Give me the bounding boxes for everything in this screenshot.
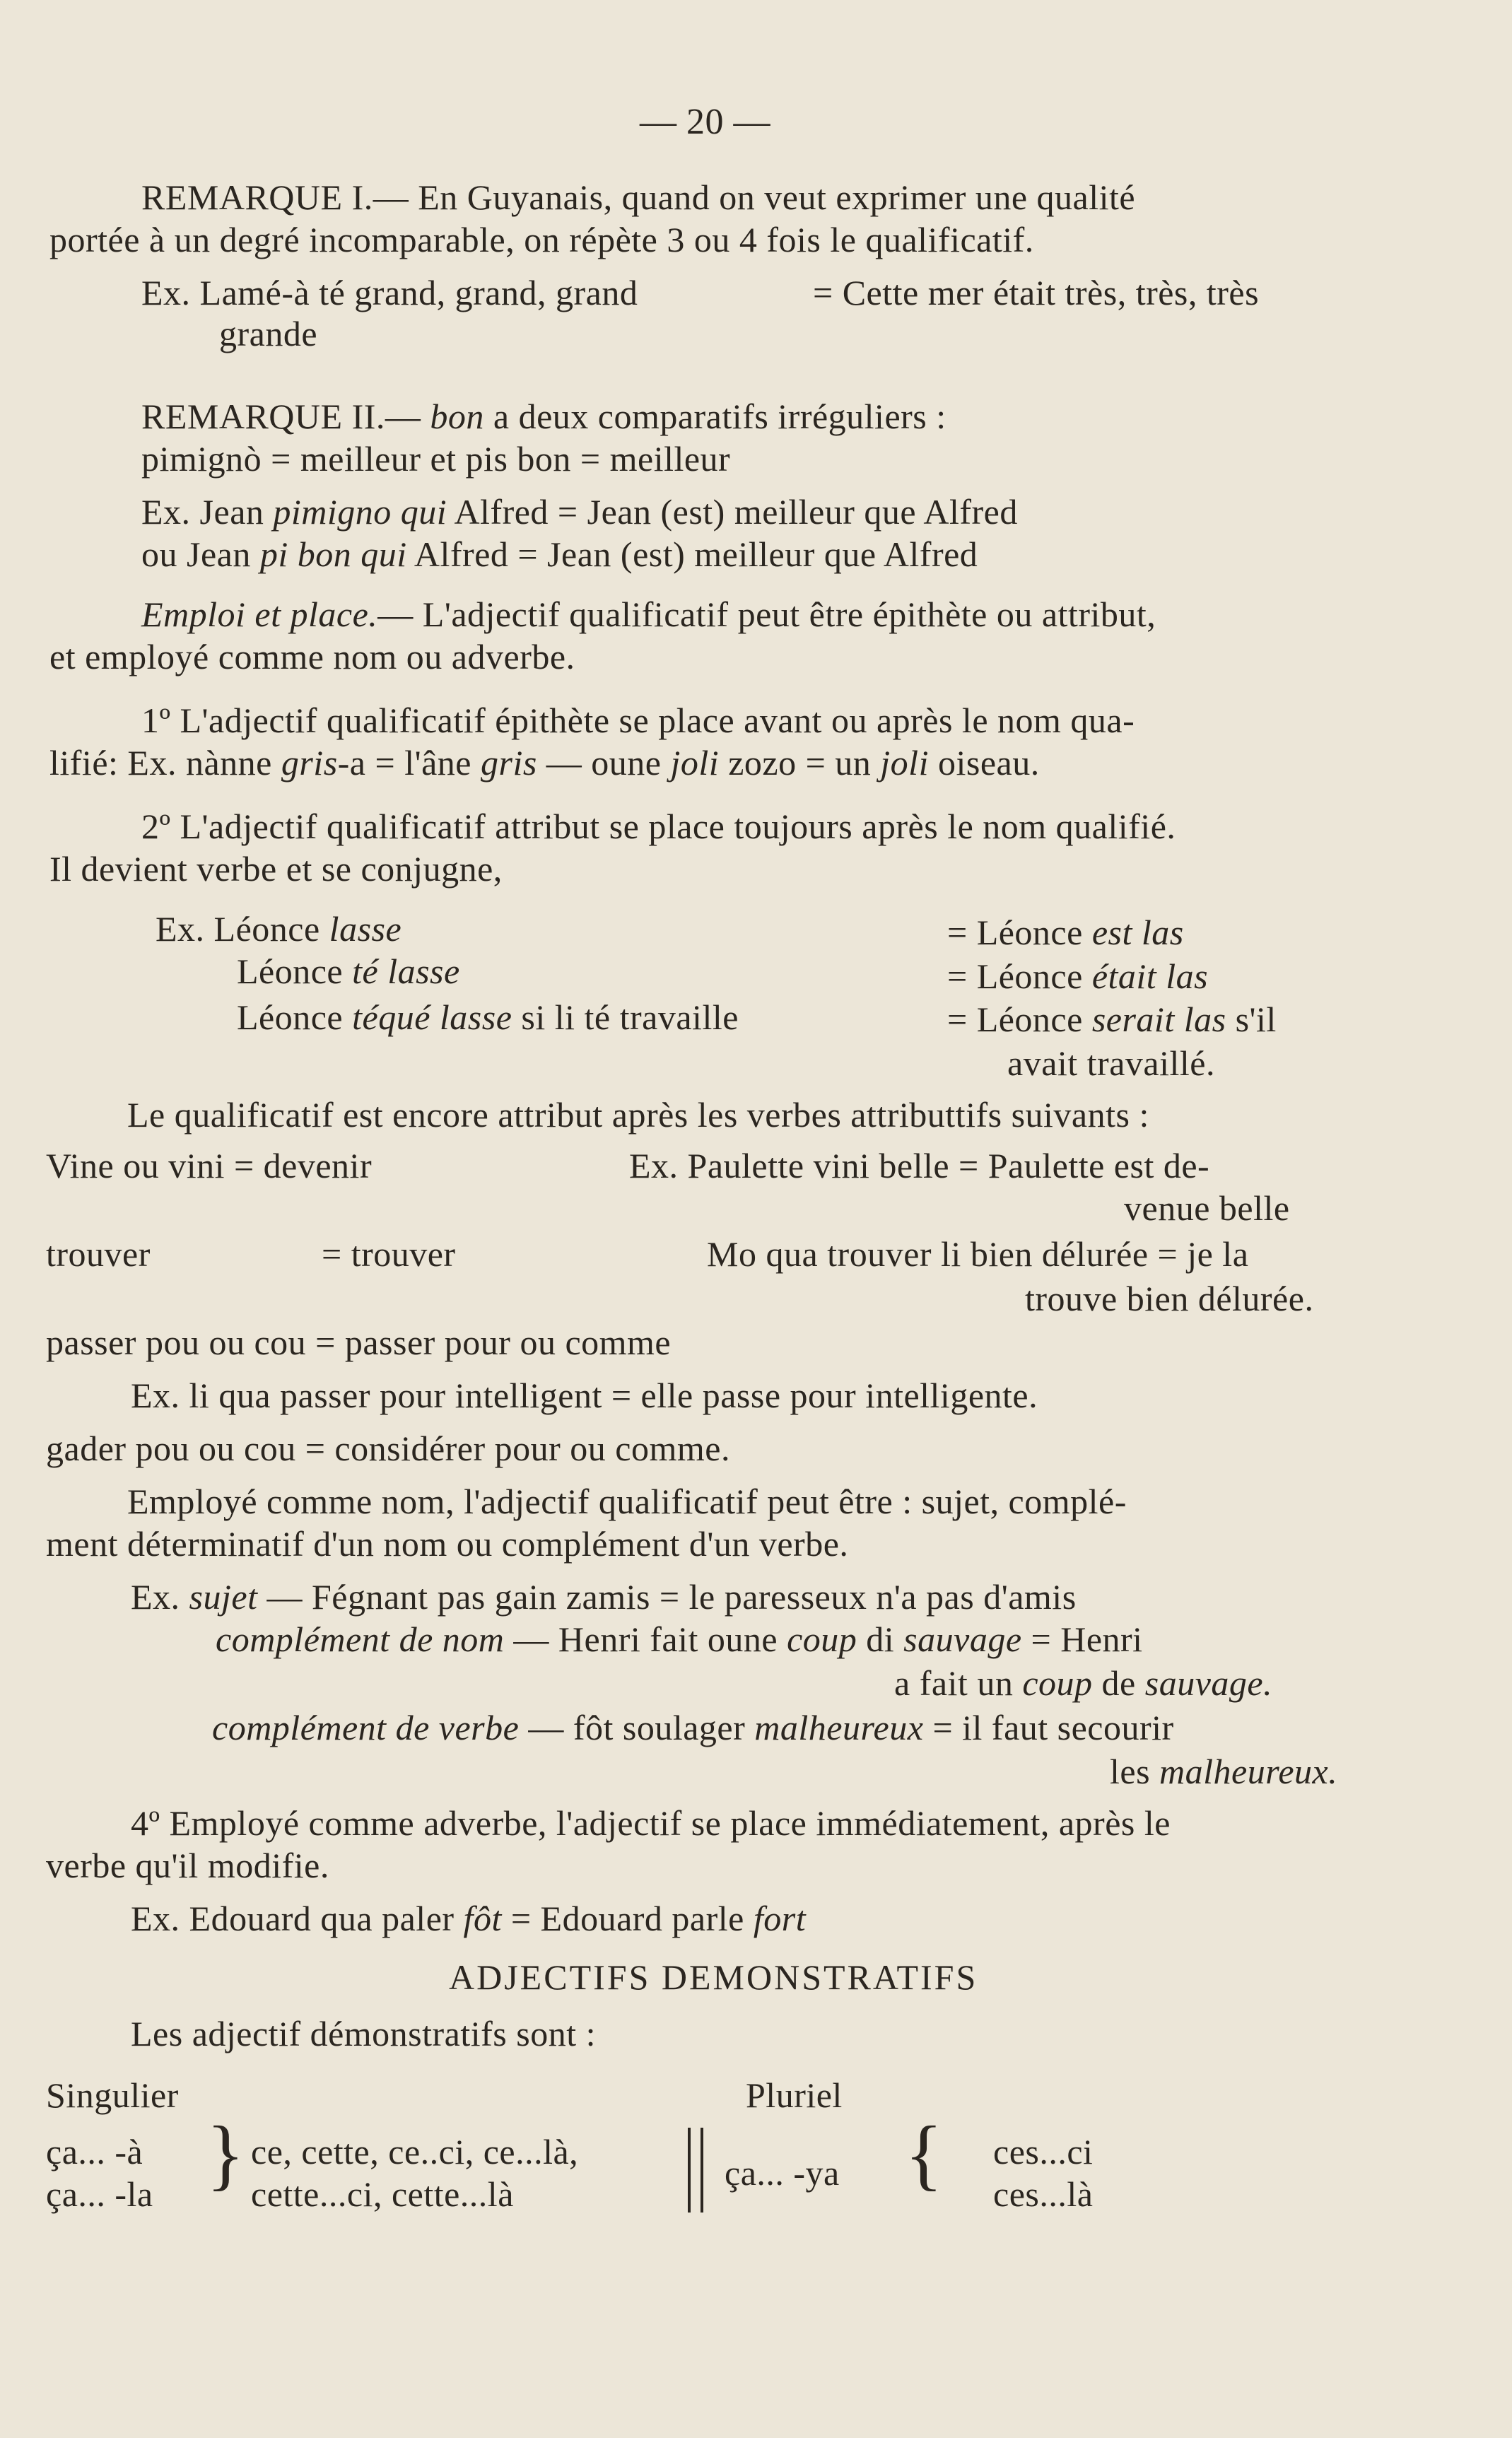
- trouver-word: trouver: [46, 1234, 151, 1274]
- point-2-line-2: Il devient verbe et se conjugne,: [49, 849, 503, 889]
- trouver-example: Mo qua trouver li bien délurée = je la: [707, 1234, 1249, 1274]
- remark-2-line-1: REMARQUE II.— bon a deux comparatifs irréguliers :: [141, 397, 947, 436]
- demonstratives-intro: Les adjectif démonstratifs sont :: [131, 2014, 597, 2053]
- remark-1-example-translation: = Cette mer était très, très, très: [813, 273, 1260, 312]
- point-4-line-2: verbe qu'il modifie.: [46, 1846, 329, 1885]
- vine-example: Ex. Paulette vini belle = Paulette est de-: [629, 1146, 1210, 1185]
- plural-form: ça... -ya: [725, 2153, 840, 2193]
- leonce-row-2: Léonce té lasse: [237, 951, 460, 991]
- point-1-line-1: 1º L'adjectif qualificatif épithète se place avant ou après le nom qua-: [141, 701, 1135, 740]
- emploi-line-1: Emploi et place.— L'adjectif qualificatif peut être épithète ou attribut,: [141, 594, 1156, 634]
- passer-example: Ex. li qua passer pour intelligent = elle passe pour intelligente.: [131, 1376, 1038, 1415]
- leonce-row-3: Léonce téqué lasse si li té travaille: [237, 997, 739, 1037]
- nom-complement-nom: complément de nom — Henri fait oune coup di sauvage = Henri: [216, 1619, 1143, 1659]
- nom-complement-nom-cont: a fait un coup de sauvage.: [894, 1663, 1273, 1703]
- column-divider-left: [688, 2128, 691, 2213]
- point-4-line-1: 4º Employé comme adverbe, l'adjectif se place immédiatement, après le: [131, 1803, 1171, 1843]
- singular-french-1: ce, cette, ce..ci, ce...là,: [251, 2132, 579, 2172]
- emploi-line-2: et employé comme nom ou adverbe.: [49, 637, 575, 676]
- nom-line-2: ment déterminatif d'un nom ou complément d'un verbe.: [46, 1524, 849, 1564]
- leonce-row-1-translation: = Léonce est las: [947, 913, 1184, 952]
- leonce-row-2-translation: = Léonce était las: [947, 956, 1209, 996]
- nom-sujet-example: Ex. sujet — Fégnant pas gain zamis = le paresseux n'a pas d'amis: [131, 1577, 1077, 1617]
- attributive-intro: Le qualificatif est encore attribut après les verbes attributtifs suivants :: [127, 1095, 1149, 1135]
- section-title: ADJECTIFS DEMONSTRATIFS: [449, 1957, 978, 1997]
- trouver-example-cont: trouve bien délurée.: [1025, 1279, 1314, 1318]
- singular-heading: Singulier: [46, 2075, 179, 2115]
- plural-french-1: ces...ci: [993, 2132, 1094, 2172]
- remark-2-example-2: ou Jean pi bon qui Alfred = Jean (est) meilleur que Alfred: [141, 534, 978, 574]
- trouver-definition: = trouver: [322, 1234, 456, 1274]
- column-divider-right: [701, 2128, 703, 2213]
- plural-heading: Pluriel: [746, 2075, 843, 2115]
- remark-2-line-2: pimignò = meilleur et pis bon = meilleur: [141, 439, 731, 479]
- passer-definition: passer pou ou cou = passer pour ou comme: [46, 1323, 672, 1362]
- leonce-row-3-translation-cont: avait travaillé.: [1007, 1043, 1215, 1083]
- singular-form-2: ça... -la: [46, 2174, 153, 2214]
- point-2-line-1: 2º L'adjectif qualificatif attribut se place toujours après le nom qualifié.: [141, 807, 1176, 846]
- remark-1-example-cont: grande: [219, 314, 318, 353]
- remark-2-example-1: Ex. Jean pimigno qui Alfred = Jean (est) meilleur que Alfred: [141, 492, 1018, 532]
- vine-example-cont: venue belle: [1124, 1188, 1290, 1228]
- remark-1-example: Ex. Lamé-à té grand, grand, grand: [141, 273, 638, 312]
- right-brace-singular: }: [206, 2111, 245, 2198]
- nom-complement-verbe-cont: les malheureux.: [1110, 1752, 1338, 1791]
- left-brace-plural: {: [905, 2111, 943, 2198]
- plural-french-2: ces...là: [993, 2174, 1094, 2214]
- point-1-line-2: lifié: Ex. nànne gris-a = l'âne gris — oune joli zozo = un joli oiseau.: [49, 743, 1040, 783]
- singular-form-1: ça... -à: [46, 2132, 143, 2172]
- page-number: — 20 —: [640, 102, 770, 142]
- leonce-row-1: Ex. Léonce lasse: [156, 909, 402, 949]
- singular-french-2: cette...ci, cette...là: [251, 2174, 514, 2214]
- remark-1-line-2: portée à un degré incomparable, on répète 3 ou 4 fois le qualificatif.: [49, 220, 1034, 259]
- leonce-row-3-translation: = Léonce serait las s'il: [947, 1000, 1277, 1039]
- nom-complement-verbe: complément de verbe — fôt soulager malheureux = il faut secourir: [212, 1708, 1174, 1747]
- remark-1-line-1: REMARQUE I.— En Guyanais, quand on veut exprimer une qualité: [141, 177, 1136, 217]
- nom-line-1: Employé comme nom, l'adjectif qualificatif peut être : sujet, complé-: [127, 1482, 1127, 1521]
- vine-definition: Vine ou vini = devenir: [46, 1146, 373, 1185]
- gader-definition: gader pou ou cou = considérer pour ou comme.: [46, 1429, 730, 1468]
- point-4-example: Ex. Edouard qua paler fôt = Edouard parle fort: [131, 1899, 807, 1938]
